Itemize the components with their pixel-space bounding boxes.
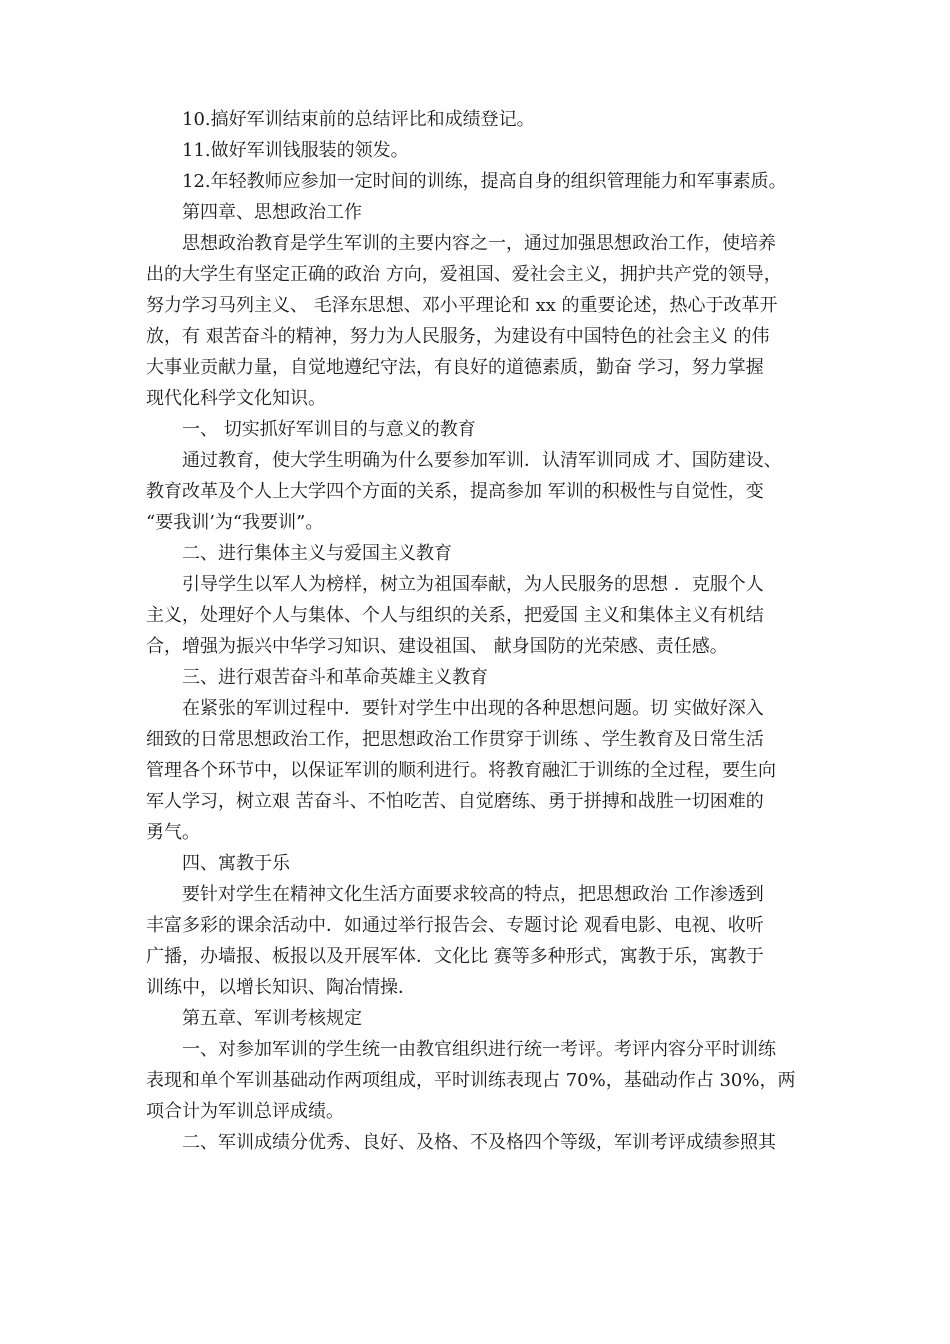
text-line: 训练中，以增长知识、陶冶情操．	[146, 977, 416, 998]
text-line: 引导学生以军人为榜样，树立为祖国奉献，为人民服务的思想 ．克服个人	[182, 574, 764, 595]
section-heading: 一、 切实抓好军训目的与意义的教育	[182, 419, 476, 440]
text-line: 11.做好军训钱服装的领发。	[182, 140, 409, 161]
text-line: 通过教育，使大学生明确为什么要参加军训．认清军训同成 才、国防建设、	[182, 450, 782, 471]
text-line: 大事业贡献力量，自觉地遵纪守法，有良好的道德素质，勤奋 学习，努力掌握	[146, 357, 764, 378]
text-line: 管理各个环节中，以保证军训的顺利进行。将教育融汇于训练的全过程，要生向	[146, 760, 776, 781]
text-line: 放，有 艰苦奋斗的精神，努力为人民服务，为建设有中国特色的社会主义 的伟	[146, 326, 770, 347]
text-line: 努力学习马列主义、 毛泽东思想、邓小平理论和 xx 的重要论述，热心于改革开	[146, 295, 778, 316]
text-line: 项合计为军训总评成绩。	[146, 1101, 344, 1122]
text-line: 现代化科学文化知识。	[146, 388, 326, 409]
chapter-heading: 第四章、思想政治工作	[182, 202, 362, 223]
chapter-heading: 第五章、军训考核规定	[182, 1008, 362, 1029]
text-line: 军人学习，树立艰 苦奋斗、不怕吃苦、自觉磨练、勇于拼搏和战胜一切困难的	[146, 791, 764, 812]
text-line: 10.搞好军训结束前的总结评比和成绩登记。	[182, 109, 535, 130]
text-line: 在紧张的军训过程中．要针对学生中出现的各种思想问题。切 实做好深入	[182, 698, 764, 719]
section-heading: 二、进行集体主义与爱国主义教育	[182, 543, 452, 564]
text-line: 合，增强为振兴中华学习知识、建设祖国、 献身国防的光荣感、责任感。	[146, 636, 728, 657]
text-line: 广播，办墙报、板报以及开展军体．文化比 赛等多种形式，寓教于乐，寓教于	[146, 946, 764, 967]
text-line: 12.年轻教师应参加一定时间的训练，提高自身的组织管理能力和军事素质。	[182, 171, 787, 192]
text-line: 主义，处理好个人与集体、个人与组织的关系，把爱国 主义和集体主义有机结	[146, 605, 764, 626]
text-line: 思想政治教育是学生军训的主要内容之一，通过加强思想政治工作，使培养	[182, 233, 776, 254]
text-line: 勇气。	[146, 822, 200, 843]
document-body	[146, 104, 822, 1158]
text-line: 表现和单个军训基础动作两项组成，平时训练表现占 70%，基础动作占 30%，两	[146, 1070, 796, 1091]
text-line: 教育改革及个人上大学四个方面的关系，提高参加 军训的积极性与自觉性，变	[146, 481, 764, 502]
text-line: 出的大学生有坚定正确的政治 方向，爱祖国、爱社会主义，拥护共产党的领导，	[146, 264, 782, 285]
text-line: “要我训’为“我要训”。	[146, 512, 324, 533]
text-line: 丰富多彩的课余活动中．如通过举行报告会、专题讨论 观看电影、电视、收听	[146, 915, 764, 936]
text-line: 二、军训成绩分优秀、良好、及格、不及格四个等级，军训考评成绩参照其	[182, 1132, 776, 1153]
section-heading: 四、寓教于乐	[182, 853, 290, 874]
text-line: 细致的日常思想政治工作，把思想政治工作贯穿于训练 、学生教育及日常生活	[146, 729, 764, 750]
text-line: 一、对参加军训的学生统一由教官组织进行统一考评。考评内容分平时训练	[182, 1039, 776, 1060]
section-heading: 三、进行艰苦奋斗和革命英雄主义教育	[182, 667, 488, 688]
text-line: 要针对学生在精神文化生活方面要求较高的特点，把思想政治 工作渗透到	[182, 884, 764, 905]
